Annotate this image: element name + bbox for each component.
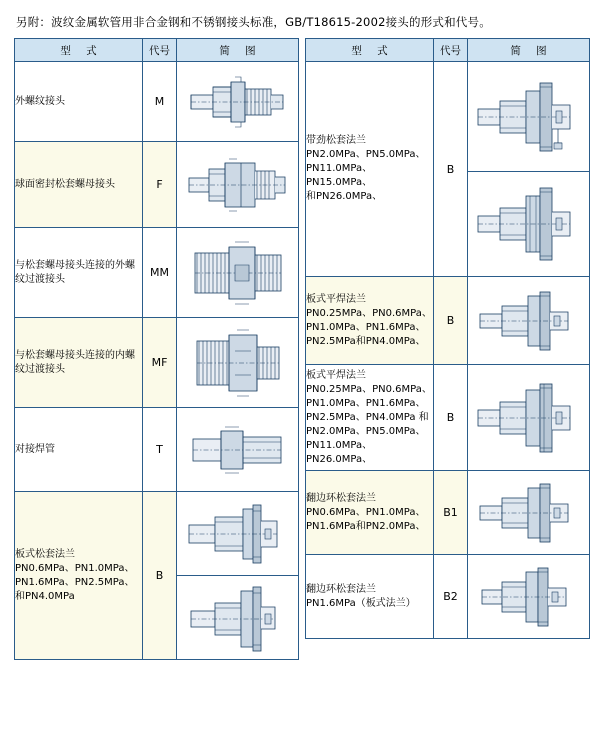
table-row bbox=[306, 555, 590, 639]
row-code: T bbox=[143, 408, 177, 492]
right-spec-table bbox=[305, 38, 590, 639]
header-code: 代号 bbox=[143, 39, 177, 62]
row-code: F bbox=[143, 142, 177, 228]
row-type-label: 外螺纹接头 bbox=[15, 62, 143, 142]
row-type-label: 翻边环松套法兰 PN1.6MPa（板式法兰） bbox=[306, 555, 434, 639]
figure-spherical-seal-nut-joint bbox=[177, 142, 299, 228]
figure-male-thread-transition-joint bbox=[177, 228, 299, 318]
row-code: B2 bbox=[434, 555, 468, 639]
table-row bbox=[15, 142, 299, 228]
table-row bbox=[306, 62, 590, 172]
row-code: B bbox=[434, 62, 468, 277]
figure-lapped-ring-flange bbox=[468, 471, 590, 555]
row-type-label: 对接焊管 bbox=[15, 408, 143, 492]
row-type-label: 翻边环松套法兰 PN0.6MPa、PN1.0MPa、 PN1.6MPa和PN2.0MPa、 bbox=[306, 471, 434, 555]
page-title: 另附：波纹金属软管用非合金钢和不锈钢接头标准，GB/T18615-2002接头的形式和代号。 bbox=[16, 15, 491, 29]
table-row bbox=[15, 228, 299, 318]
row-type-label: 板式松套法兰 PN0.6MPa、PN1.0MPa、 PN1.6MPa、PN2.5MPa、 和PN4.0MPa bbox=[15, 492, 143, 660]
row-type-label: 带劲松套法兰 PN2.0MPa、PN5.0MPa、 PN11.0MPa、PN15.0MPa、 和PN26.0MPa、 bbox=[306, 62, 434, 277]
row-code: MF bbox=[143, 318, 177, 408]
figure-plate-lap-joint-flange bbox=[177, 492, 299, 576]
row-code: B1 bbox=[434, 471, 468, 555]
row-type-label: 与松套螺母接头连接的外螺纹过渡接头 bbox=[15, 228, 143, 318]
row-code: B bbox=[434, 277, 468, 365]
table-row bbox=[15, 318, 299, 408]
figure-plate-lap-joint-flange-2 bbox=[177, 576, 299, 660]
figure-lapped-ring-flange-2 bbox=[468, 555, 590, 639]
figure-ribbed-lap-joint-flange bbox=[468, 62, 590, 172]
row-code: B bbox=[143, 492, 177, 660]
row-type-label: 与松套螺母接头连接的内螺纹过渡接头 bbox=[15, 318, 143, 408]
row-code: B bbox=[434, 365, 468, 471]
figure-plate-slip-on-weld-flange-2 bbox=[468, 365, 590, 471]
table-row bbox=[15, 492, 299, 576]
figure-threaded-male-joint bbox=[177, 62, 299, 142]
row-type-label: 球面密封松套螺母接头 bbox=[15, 142, 143, 228]
header-code: 代号 bbox=[434, 39, 468, 62]
table-row bbox=[306, 365, 590, 471]
table-row bbox=[306, 471, 590, 555]
tables-container bbox=[14, 38, 586, 660]
row-code: MM bbox=[143, 228, 177, 318]
figure-female-thread-transition-joint bbox=[177, 318, 299, 408]
table-row bbox=[15, 62, 299, 142]
left-spec-table bbox=[14, 38, 299, 660]
table-row bbox=[15, 408, 299, 492]
figure-butt-weld-pipe bbox=[177, 408, 299, 492]
header-figure: 简 图 bbox=[177, 39, 299, 62]
figure-plate-slip-on-weld-flange bbox=[468, 277, 590, 365]
table-header-row bbox=[15, 39, 299, 62]
table-header-row bbox=[306, 39, 590, 62]
row-code: M bbox=[143, 62, 177, 142]
header-type: 型 式 bbox=[306, 39, 434, 62]
row-type-label: 板式平焊法兰 PN0.25MPa、PN0.6MPa、 PN1.0MPa、PN1.6MPa、 PN2.5MPa、PN4.0MPa 和 PN2.0MPa、PN5.0MPa、 PN11.0MPa、PN26.0MPa、 bbox=[306, 365, 434, 471]
header-figure: 简 图 bbox=[468, 39, 590, 62]
header-type: 型 式 bbox=[15, 39, 143, 62]
table-row bbox=[306, 277, 590, 365]
figure-ribbed-lap-joint-flange-2 bbox=[468, 172, 590, 277]
row-type-label: 板式平焊法兰 PN0.25MPa、PN0.6MPa、 PN1.0MPa、PN1.6MPa、 PN2.5MPa和PN4.0MPa、 bbox=[306, 277, 434, 365]
